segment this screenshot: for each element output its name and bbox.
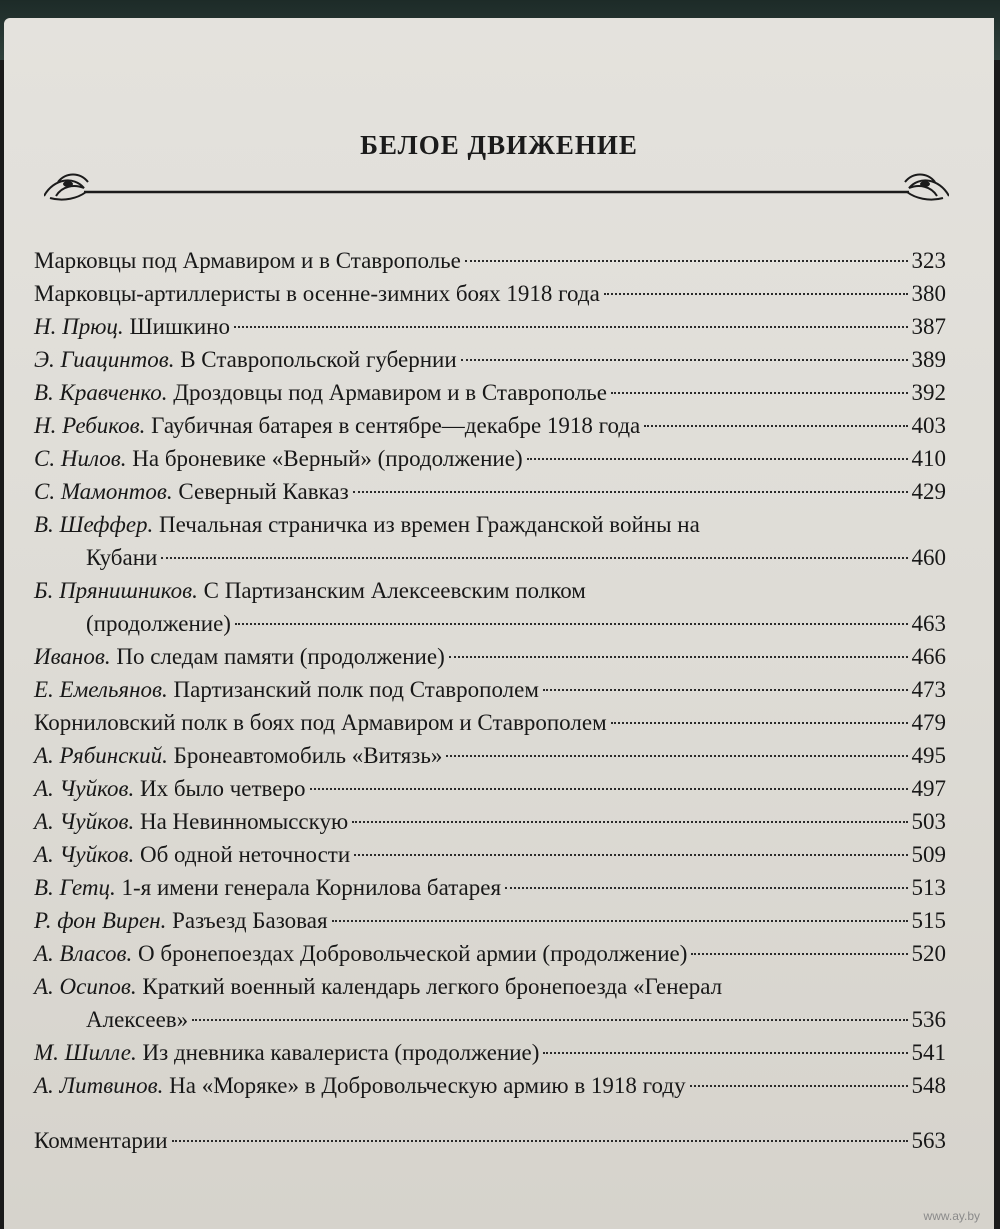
entry-author: А. Чуйков.: [34, 776, 135, 801]
entry-author: В. Шеффер.: [34, 512, 154, 537]
entry-author: Иванов.: [34, 644, 111, 669]
entry-author: Б. Прянишников.: [34, 578, 198, 603]
leader-dots: [354, 854, 907, 856]
toc-entry-text: [34, 706, 607, 739]
leader-dots: [161, 557, 907, 559]
toc-entry: [34, 277, 946, 310]
entry-title: На Невинномысскую: [139, 809, 349, 834]
entry-page-number: 380: [911, 281, 946, 306]
entry-author: А. Чуйков.: [34, 809, 135, 834]
entry-title: Бронеавтомобиль «Витязь»: [173, 743, 443, 768]
leader-dots: [505, 887, 907, 889]
section-title: БЕЛОЕ ДВИЖЕНИЕ: [360, 130, 638, 160]
table-of-contents: [34, 244, 946, 1157]
leader-dots: [690, 1085, 908, 1087]
leader-dots: [310, 788, 908, 790]
entry-page-number: 466: [911, 644, 946, 669]
entry-page-number: 520: [911, 941, 946, 966]
book-page: [4, 18, 994, 1229]
leader-dots: [543, 689, 908, 691]
toc-entry: [34, 343, 946, 376]
toc-entry: [34, 376, 946, 409]
entry-title: Краткий военный календарь легкого бронепоезда «Генерал: [142, 974, 723, 999]
toc-entry: [34, 673, 946, 706]
leader-dots: [332, 920, 908, 922]
toc-entry-text: [34, 838, 350, 871]
toc-entry-text: [34, 376, 607, 409]
toc-entry: [34, 970, 946, 1036]
toc-entry-text: [34, 805, 348, 838]
entry-title: Печальная страничка из времен Гражданской войны на: [159, 512, 700, 537]
entry-title: Корниловский полк в боях под Армавиром и Ставрополем: [34, 710, 607, 735]
entry-title: Партизанский полк под Ставрополем: [173, 677, 539, 702]
entry-page-number: 392: [911, 380, 946, 405]
leader-dots: [449, 656, 908, 658]
entry-page-number: 503: [911, 809, 946, 834]
toc-entry: [34, 244, 946, 277]
toc-entry: [34, 442, 946, 475]
leader-dots: [644, 425, 907, 427]
toc-entry: [34, 706, 946, 739]
leader-dots: [192, 1019, 907, 1021]
toc-entry: [34, 739, 946, 772]
entry-page-number: 536: [911, 1007, 946, 1032]
leader-dots: [543, 1052, 907, 1054]
toc-entry-text: [34, 475, 349, 508]
entry-title: Марковцы-артиллеристы в осенне-зимних боях 1918 года: [34, 281, 600, 306]
entry-page-number: 479: [911, 710, 946, 735]
entry-author: Е. Емельянов.: [34, 677, 168, 702]
entry-author: С. Мамонтов.: [34, 479, 173, 504]
entry-title: Шишкино: [129, 314, 230, 339]
entry-page-number: 387: [911, 314, 946, 339]
entry-title: По следам памяти (продолжение): [116, 644, 445, 669]
toc-entry-text: [34, 409, 640, 442]
comments-page-number: 563: [911, 1128, 946, 1153]
entry-page-number: 509: [911, 842, 946, 867]
leader-dots: [461, 359, 908, 361]
leader-dots: [465, 260, 908, 262]
watermark: www.ay.by: [923, 1209, 980, 1223]
entry-author: В. Гетц.: [34, 875, 116, 900]
entry-page-number: 497: [911, 776, 946, 801]
toc-entry: [34, 310, 946, 343]
entry-author: Р. фон Вирен.: [34, 908, 167, 933]
leader-dots: [353, 491, 908, 493]
toc-entry: [34, 871, 946, 904]
toc-entry-text: [34, 772, 306, 805]
leader-dots: [446, 755, 907, 757]
entry-page-number: 495: [911, 743, 946, 768]
toc-entry: [34, 838, 946, 871]
entry-author: С. Нилов.: [34, 446, 127, 471]
entry-title: 1-я имени генерала Корнилова батарея: [121, 875, 502, 900]
toc-entry-text: [34, 442, 523, 475]
entry-page-number: 323: [911, 248, 946, 273]
toc-entry-text: [34, 244, 461, 277]
toc-entry-text: [34, 574, 586, 607]
toc-entry: [34, 904, 946, 937]
toc-entry: [34, 409, 946, 442]
entry-title-continuation: (продолжение): [86, 611, 231, 636]
entry-title: С Партизанским Алексеевским полком: [203, 578, 586, 603]
leader-dots: [527, 458, 908, 460]
entry-page-number: 389: [911, 347, 946, 372]
entry-page-number: 548: [911, 1073, 946, 1098]
entry-title: Из дневника кавалериста (продолжение): [142, 1040, 540, 1065]
toc-entry-text: [34, 1069, 686, 1102]
entry-author: В. Кравченко.: [34, 380, 168, 405]
entry-page-number: 403: [911, 413, 946, 438]
entry-author: М. Шилле.: [34, 1040, 137, 1065]
entry-title: Гаубичная батарея в сентябре—декабре 1918 года: [151, 413, 641, 438]
entry-title: Разъезд Базовая: [172, 908, 328, 933]
entry-page-number: 515: [911, 908, 946, 933]
leader-dots: [352, 821, 907, 823]
entry-author: А. Рябинский.: [34, 743, 168, 768]
entry-title: Дроздовцы под Армавиром и в Ставрополье: [173, 380, 608, 405]
entry-author: Э. Гиацинтов.: [34, 347, 175, 372]
leader-dots: [604, 293, 908, 295]
toc-entry-text: [34, 970, 722, 1003]
toc-entry: [34, 508, 946, 574]
entry-title: О бронепоездах Добровольческой армии (продолжение): [138, 941, 688, 966]
comments-title: Комментарии: [34, 1128, 168, 1153]
toc-entry-text: [34, 277, 600, 310]
leader-dots: [611, 722, 908, 724]
toc-entry: [34, 475, 946, 508]
entry-page-number: 541: [911, 1040, 946, 1065]
entry-title: Северный Кавказ: [178, 479, 349, 504]
entry-author: А. Осипов.: [34, 974, 137, 999]
ornamental-rule: [44, 168, 949, 208]
entry-author: А. Власов.: [34, 941, 133, 966]
entry-author: А. Литвинов.: [34, 1073, 164, 1098]
entry-title: Их было четверо: [139, 776, 306, 801]
entry-page-number: 429: [911, 479, 946, 504]
leader-dots: [691, 953, 907, 955]
entry-title: Марковцы под Армавиром и в Ставрополье: [34, 248, 461, 273]
toc-entry: [34, 772, 946, 805]
entry-title-continuation: Кубани: [86, 545, 158, 570]
entry-title: В Ставропольской губернии: [180, 347, 457, 372]
toc-entry-text: [34, 640, 445, 673]
toc-entry-text: [34, 739, 442, 772]
entry-title: На «Моряке» в Добровольческую армию в 1918 году: [169, 1073, 686, 1098]
toc-entry-text: [34, 871, 501, 904]
toc-entry: [34, 1036, 946, 1069]
toc-entry: [34, 1069, 946, 1102]
leader-dots: [611, 392, 907, 394]
entry-author: Н. Прюц.: [34, 314, 124, 339]
toc-entry-text: [34, 343, 457, 376]
entry-author: Н. Ребиков.: [34, 413, 146, 438]
leader-dots: [234, 326, 908, 328]
entry-page-number: 463: [911, 611, 946, 636]
toc-entry: [34, 805, 946, 838]
entry-page-number: 460: [911, 545, 946, 570]
leader-dots: [235, 623, 908, 625]
toc-entry: [34, 937, 946, 970]
entry-title: Об одной неточности: [139, 842, 351, 867]
toc-entry: [34, 640, 946, 673]
toc-entry-text: [34, 673, 539, 706]
toc-entry-text: [34, 904, 328, 937]
entry-title: На броневике «Верный» (продолжение): [132, 446, 523, 471]
leader-dots: [172, 1140, 908, 1142]
entry-page-number: 473: [911, 677, 946, 702]
toc-entry-comments: [34, 1124, 946, 1157]
entry-author: А. Чуйков.: [34, 842, 135, 867]
entry-page-number: 513: [911, 875, 946, 900]
entry-title-continuation: Алексеев»: [86, 1007, 189, 1032]
toc-entry-text: [34, 1036, 539, 1069]
toc-entry: [34, 574, 946, 640]
toc-entry-text: [34, 508, 700, 541]
toc-entry-text: [34, 310, 230, 343]
toc-entry-text: [34, 937, 687, 970]
entry-page-number: 410: [911, 446, 946, 471]
